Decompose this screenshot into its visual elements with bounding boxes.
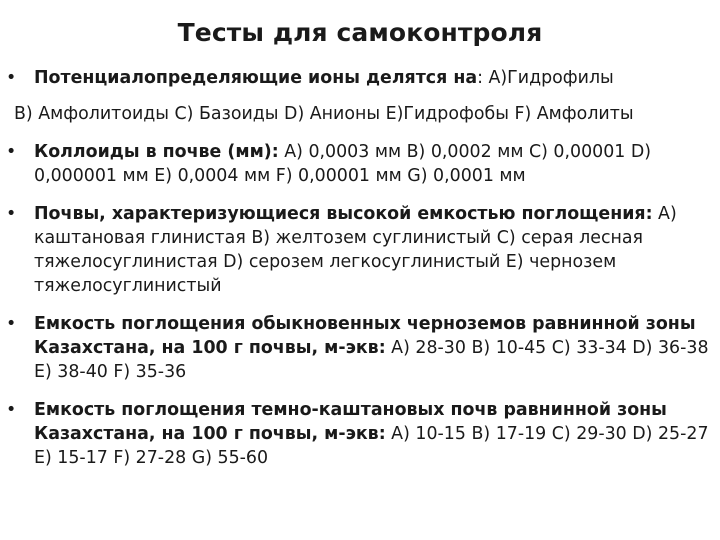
question-list [6, 66, 714, 484]
bullet-icon: • [6, 142, 17, 162]
question-text: Коллоиды в почве (мм): [34, 142, 279, 162]
question-item [6, 140, 714, 188]
answer-options: А) 0,0003 мм В) 0,0002 мм С) 0,00001 D) 0,000001 мм Е) 0,0004 мм F) 0,00001 мм G) 0,0001 мм [34, 142, 652, 186]
question-item [6, 202, 714, 298]
question-text: Емкость поглощения темно-каштановых почв равнинной зоны Казахстана, на 100 г почвы, м-экв: [34, 400, 667, 444]
question-item [6, 312, 714, 384]
question-text: Потенциалопределяющие ионы делятся на [34, 68, 478, 88]
bullet-icon: • [6, 314, 17, 334]
question-item [6, 66, 714, 126]
answer-options: А) каштановая глинистая В) желтозем суглинистый С) серая лесная тяжелосуглинистая D) серозем легкосуглинистый Е) чернозем тяжелосуглинистый [34, 204, 677, 296]
question-item [6, 398, 714, 470]
answer-options: А) 28-30 В) 10-45 С) 33-34 D) 36-38 Е) 38-40 F) 35-36 [34, 338, 709, 382]
slide-title: Тесты для самоконтроля [177, 18, 543, 47]
bullet-icon: • [6, 68, 17, 88]
bullet-icon: • [6, 204, 17, 224]
bullet-icon: • [6, 400, 17, 420]
question-text: Емкость поглощения обыкновенных черноземов равнинной зоны Казахстана, на 100 г почвы, м-экв: [34, 314, 696, 358]
question-text: Почвы, характеризующиеся высокой емкостью поглощения: [34, 204, 653, 224]
answer-options-continued: В) Амфолитоиды С) Базоиды D) Анионы Е)Гидрофобы F) Амфолиты [14, 104, 634, 124]
answer-options: А) 10-15 В) 17-19 С) 29-30 D) 25-27 Е) 15-17 F) 27-28 G) 55-60 [34, 424, 709, 468]
answer-options: : А)Гидрофилы [477, 68, 614, 88]
